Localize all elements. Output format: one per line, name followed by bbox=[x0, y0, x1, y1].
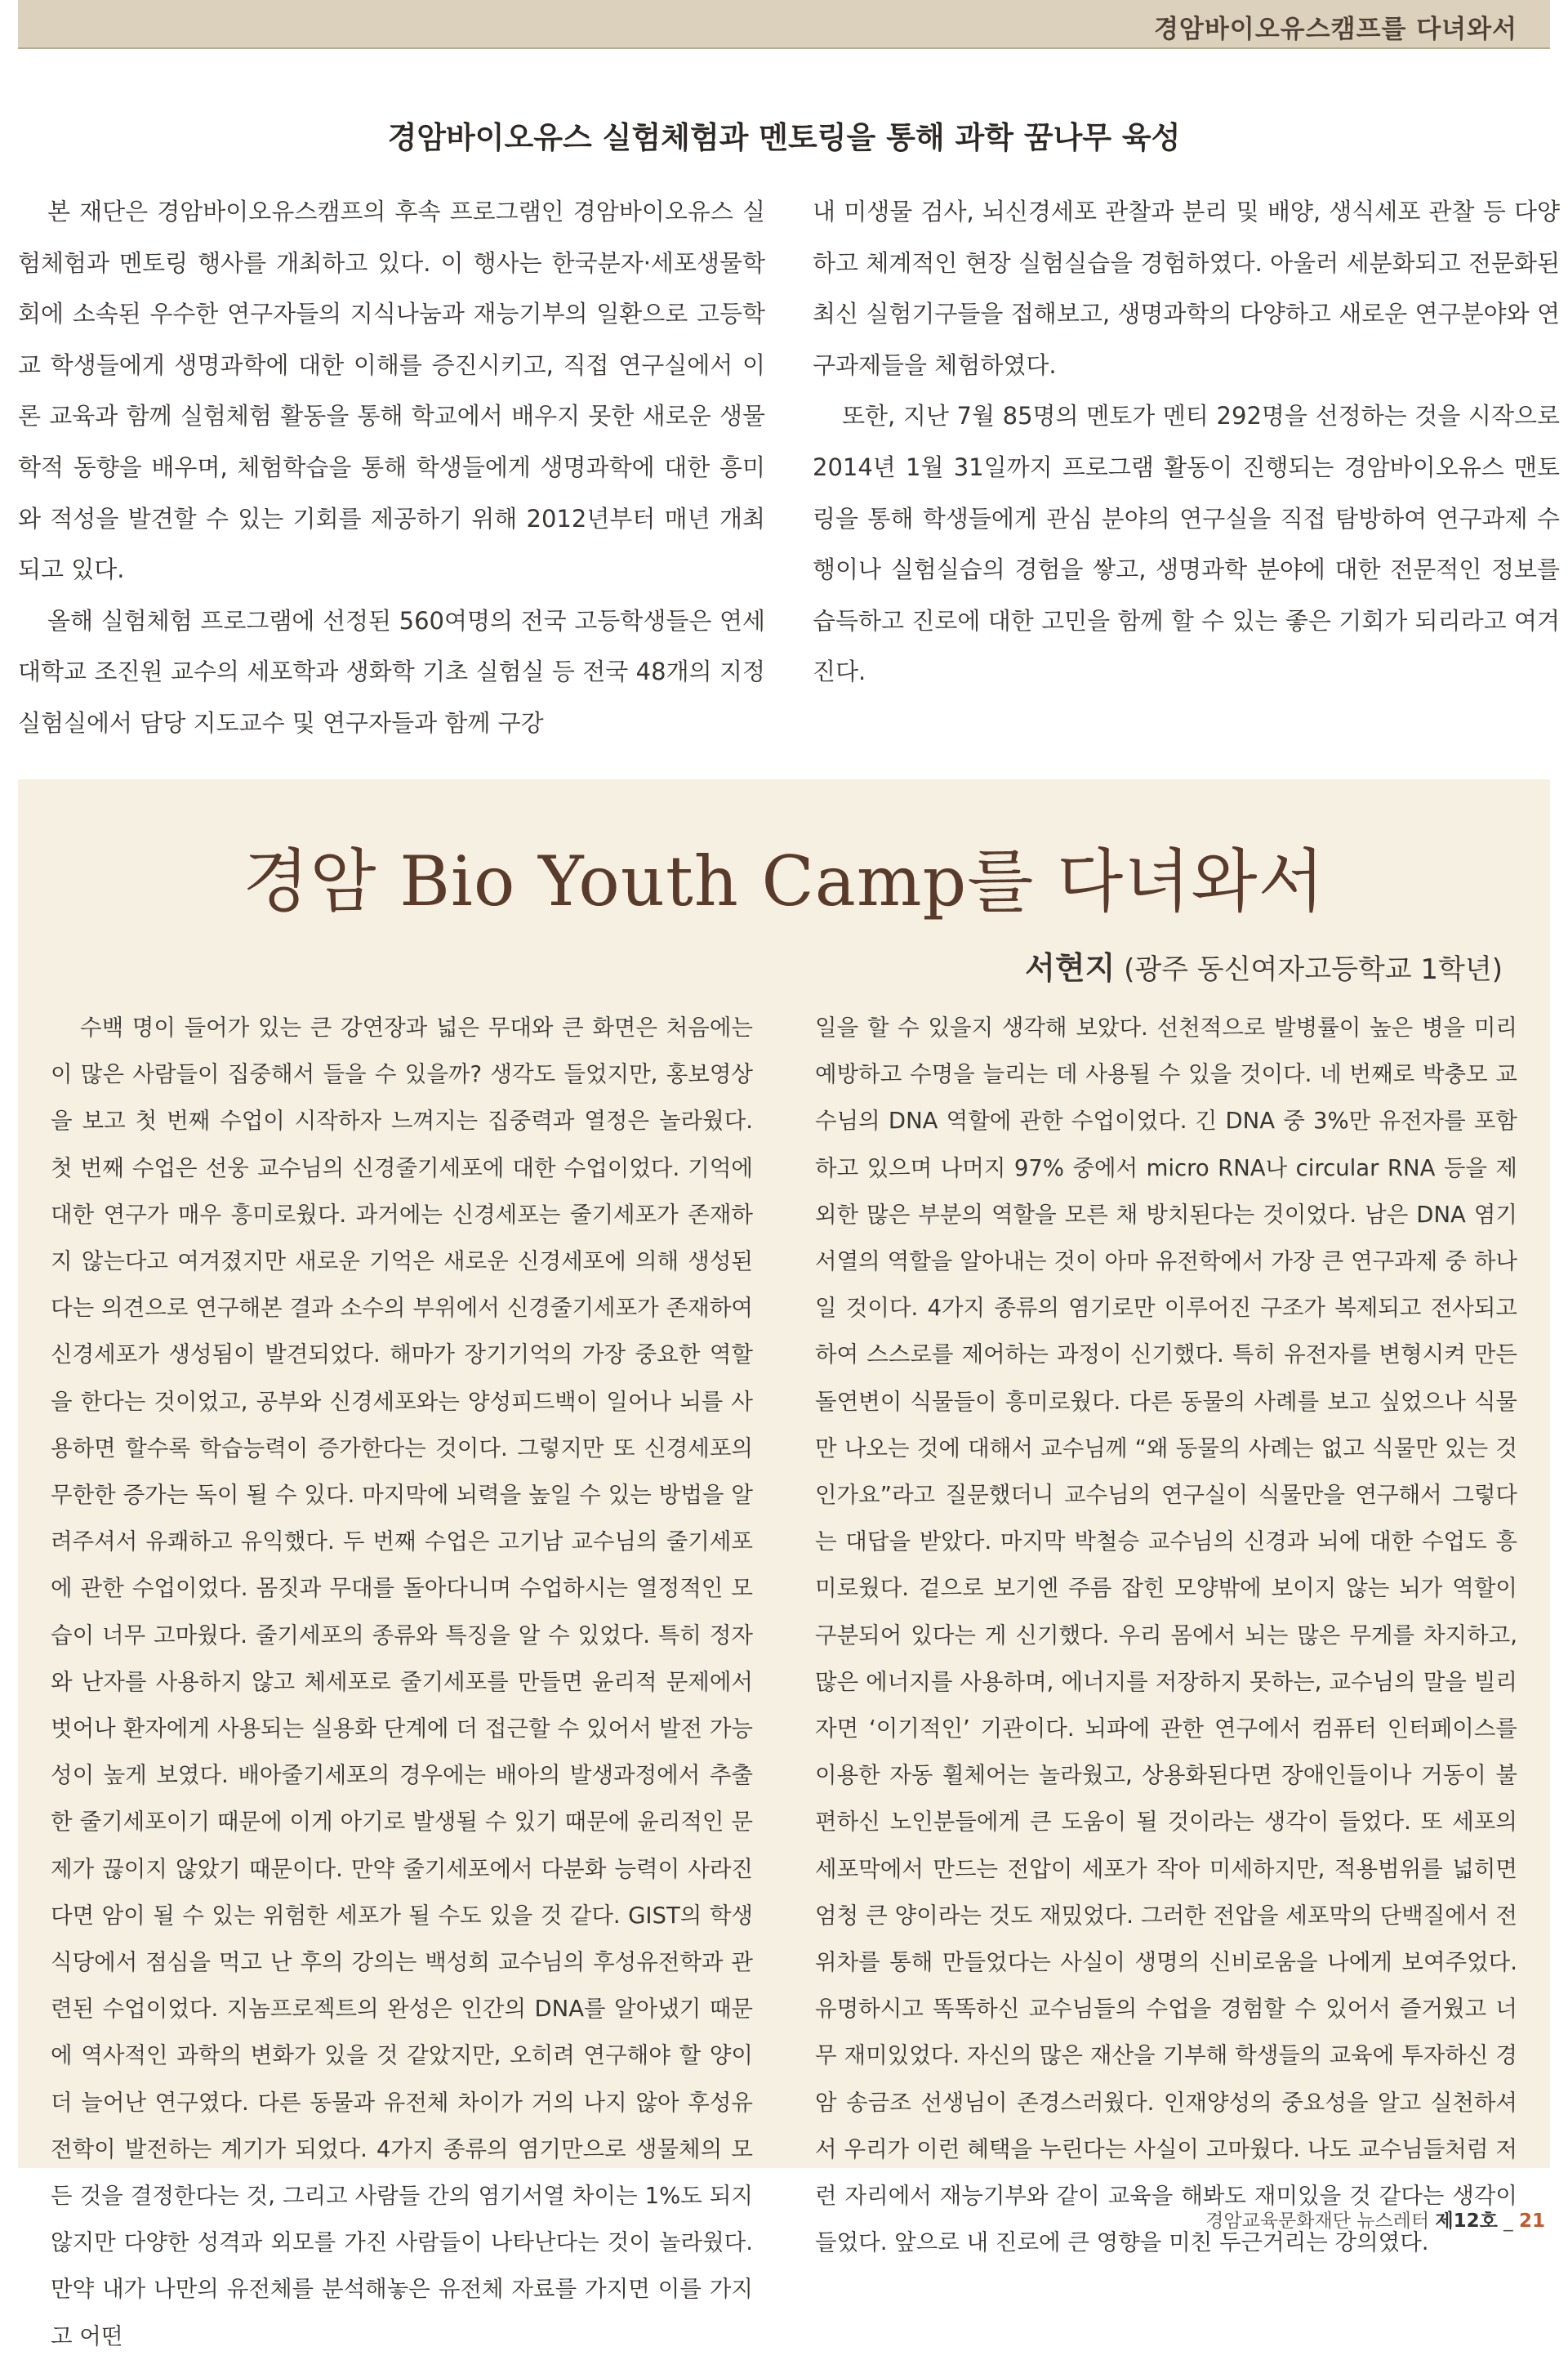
section-paragraph: 본 재단은 경암바이오유스캠프의 후속 프로그램인 경암바이오유스 실험체험과 멘토링 행사를 개최하고 있다. 이 행사는 한국분자·세포생물학회에 소속된 우수한 연구자들의 지식나눔과 재능기부의 일환으로 고등학교 학생들에게 생명과학에 대한 이해를 증진시키고, 직접 연구실에서 이론 교육과 함께 실험체험 활동을 통해 학교에서 배우지 못한 새로운 생물학적 동향을 배우며, 체험학습을 통해 학생들에게 생명과학에 대한 흥미와 적성을 발견할 수 있는 기회를 제공하기 위해 2012년부터 매년 개최되고 있다. bbox=[18, 198, 765, 584]
section-heading: 경암바이오유스 실험체험과 멘토링을 통해 과학 꿈나무 육성 bbox=[387, 120, 1181, 155]
essay-author bbox=[1025, 943, 1503, 988]
author-name: 서현지 bbox=[1025, 950, 1116, 986]
section-right-column bbox=[813, 186, 1560, 698]
section-paragraph: 내 미생물 검사, 뇌신경세포 관찰과 분리 및 배양, 생식세포 관찰 등 다양하고 체계적인 현장 실험실습을 경험하였다. 아울러 세분화되고 전문화된 최신 실험기구들을 접해보고, 생명과학의 다양하고 새로운 연구분야와 연구과제들을 체험하였다. bbox=[813, 198, 1560, 379]
section-left-column bbox=[18, 186, 765, 749]
section-paragraph: 올해 실험체험 프로그램에 선정된 560여명의 전국 고등학생들은 연세대학교 조진원 교수의 세포학과 생화학 기초 실험실 등 전국 48개의 지정 실험실에서 담당 지도교수 및 연구자들과 함께 구강 bbox=[18, 606, 765, 737]
header-bar bbox=[18, 0, 1550, 49]
essay-paragraph: 일을 할 수 있을지 생각해 보았다. 선천적으로 발병률이 높은 병을 미리 예방하고 수명을 늘리는 데 사용될 수 있을 것이다. 네 번째로 박충모 교수님의 DNA 역할에 관한 수업이었다. 긴 DNA 중 3%만 유전자를 포함하고 있으며 나머지 97% 중에서 micro RNA나 circular RNA 등을 제외한 많은 부분의 역할을 모른 채 방치된다는 것이었다. 남은 DNA 염기서열의 역할을 알아내는 것이 아마 유전학에서 가장 큰 연구과제 중 하나일 것이다. 4가지 종류의 염기로만 이루어진 구조가 복제되고 전사되고 하여 스스로를 제어하는 과정이 신기했다. 특히 유전자를 변형시켜 만든 돌연변이 식물들이 흥미로웠다. 다른 동물의 사례를 보고 싶었으나 식물만 나오는 것에 대해서 교수님께 “왜 동물의 사례는 없고 식물만 있는 것인가요”라고 질문했더니 교수님의 연구실이 식물만을 연구해서 그렇다는 대답을 받았다. 마지막 박철승 교수님의 신경과 뇌에 대한 수업도 흥미로웠다. 겉으로 보기엔 주름 잡힌 모양밖에 보이지 않는 뇌가 역할이 구분되어 있다는 게 신기했다. 우리 몸에서 뇌는 많은 무게를 차지하고, 많은 에너지를 사용하며, 에너지를 저장하지 못하는, 교수님의 말을 빌리자면 ‘이기적인’ 기관이다. 뇌파에 관한 연구에서 컴퓨터 인터페이스를 이용한 자동 휠체어는 놀라웠고, 상용화된다면 장애인들이나 거동이 불편하신 노인분들에게 큰 도움이 될 것이라는 생각이 들었다. 또 세포의 세포막에서 만드는 전압이 세포가 작아 미세하지만, 적용범위를 넓히면 엄청 큰 양이라는 것도 재밌었다. 그러한 전압을 세포막의 단백질에서 전위차를 통해 만들었다는 사실이 생명의 신비로움을 나에게 보여주었다. 유명하시고 똑똑하신 교수님들의 수업을 경험할 수 있어서 즐거웠고 너무 재미있었다. 자신의 많은 재산을 기부해 학생들의 교육에 투자하신 경암 송금조 선생님이 존경스러웠다. 인재양성의 중요성을 알고 실천하셔서 우리가 이런 혜택을 누린다는 사실이 고마웠다. 나도 교수님들처럼 저런 자리에서 재능기부와 같이 교육을 해봐도 재미있을 것 같다는 생각이 들었다. 앞으로 내 진로에 큰 영향을 미친 두근거리는 강의였다. bbox=[815, 1015, 1517, 2256]
footer-publication: 경암교육문화재단 뉴스레터 bbox=[1205, 2211, 1436, 2232]
footer-separator: _ bbox=[1497, 2211, 1519, 2232]
essay-left-column bbox=[51, 1005, 753, 2360]
essay-right-column bbox=[815, 1005, 1517, 2266]
essay-paragraph: 수백 명이 들어가 있는 큰 강연장과 넓은 무대와 큰 화면은 처음에는 이 많은 사람들이 집중해서 들을 수 있을까? 생각도 들었지만, 홍보영상을 보고 첫 번째 수업이 시작하자 느껴지는 집중력과 열정은 놀라웠다. 첫 번째 수업은 선웅 교수님의 신경줄기세포에 대한 수업이었다. 기억에 대한 연구가 매우 흥미로웠다. 과거에는 신경세포는 줄기세포가 존재하지 않는다고 여겨졌지만 새로운 기억은 새로운 신경세포에 의해 생성된다는 의견으로 연구해본 결과 소수의 부위에서 신경줄기세포가 존재하여 신경세포가 생성됨이 발견되었다. 해마가 장기기억의 가장 중요한 역할을 한다는 것이었고, 공부와 신경세포와는 양성피드백이 일어나 뇌를 사용하면 할수록 학습능력이 증가한다는 것이다. 그렇지만 또 신경세포의 무한한 증가는 독이 될 수 있다. 마지막에 뇌력을 높일 수 있는 방법을 알려주셔서 유쾌하고 유익했다. 두 번째 수업은 고기남 교수님의 줄기세포에 관한 수업이었다. 몸짓과 무대를 돌아다니며 수업하시는 열정적인 모습이 너무 고마웠다. 줄기세포의 종류와 특징을 알 수 있었다. 특히 정자와 난자를 사용하지 않고 체세포로 줄기세포를 만들면 윤리적 문제에서 벗어나 환자에게 사용되는 실용화 단계에 더 접근할 수 있어서 발전 가능성이 높게 보였다. 배아줄기세포의 경우에는 배아의 발생과정에서 추출한 줄기세포이기 때문에 이게 아기로 발생될 수 있기 때문에 윤리적인 문제가 끊이지 않았기 때문이다. 만약 줄기세포에서 다분화 능력이 사라진다면 암이 될 수 있는 위험한 세포가 될 수도 있을 것 같다. GIST의 학생식당에서 점심을 먹고 난 후의 강의는 백성희 교수님의 후성유전학과 관련된 수업이었다. 지놈프로젝트의 완성은 인간의 DNA를 알아냈기 때문에 역사적인 과학의 변화가 있을 것 같았지만, 오히려 연구해야 할 양이 더 늘어난 연구였다. 다른 동물과 유전체 차이가 거의 나지 않아 후성유전학이 발전하는 계기가 되었다. 4가지 종류의 염기만으로 생물체의 모든 것을 결정한다는 것, 그리고 사람들 간의 염기서열 차이는 1%도 되지 않지만 다양한 성격과 외모를 가진 사람들이 나타난다는 것이 놀라웠다. 만약 내가 나만의 유전체를 분석해놓은 유전체 자료를 가지면 이를 가지고 어떤 bbox=[51, 1015, 753, 2349]
section-paragraph: 또한, 지난 7월 85명의 멘토가 멘티 292명을 선정하는 것을 시작으로 2014년 1월 31일까지 프로그램 활동이 진행되는 경암바이오유스 맨토링을 통해 학생들에게 관심 분야의 연구실을 직접 탐방하여 연구과제 수행이나 실험실습의 경험을 쌓고, 생명과학 분야에 대한 전문적인 정보를 습득하고 진로에 대한 고민을 함께 할 수 있는 좋은 기회가 되리라고 여겨진다. bbox=[813, 402, 1560, 686]
author-affiliation: (광주 동신여자고등학교 1학년) bbox=[1115, 953, 1503, 986]
page-footer bbox=[1205, 2206, 1545, 2233]
essay-title: 경암 Bio Youth Camp를 다녀와서 bbox=[243, 841, 1325, 921]
page-number: 21 bbox=[1518, 2211, 1545, 2232]
footer-issue: 제12호 bbox=[1435, 2211, 1498, 2232]
header-title: 경암바이오유스캠프를 다녀와서 bbox=[1153, 15, 1517, 44]
